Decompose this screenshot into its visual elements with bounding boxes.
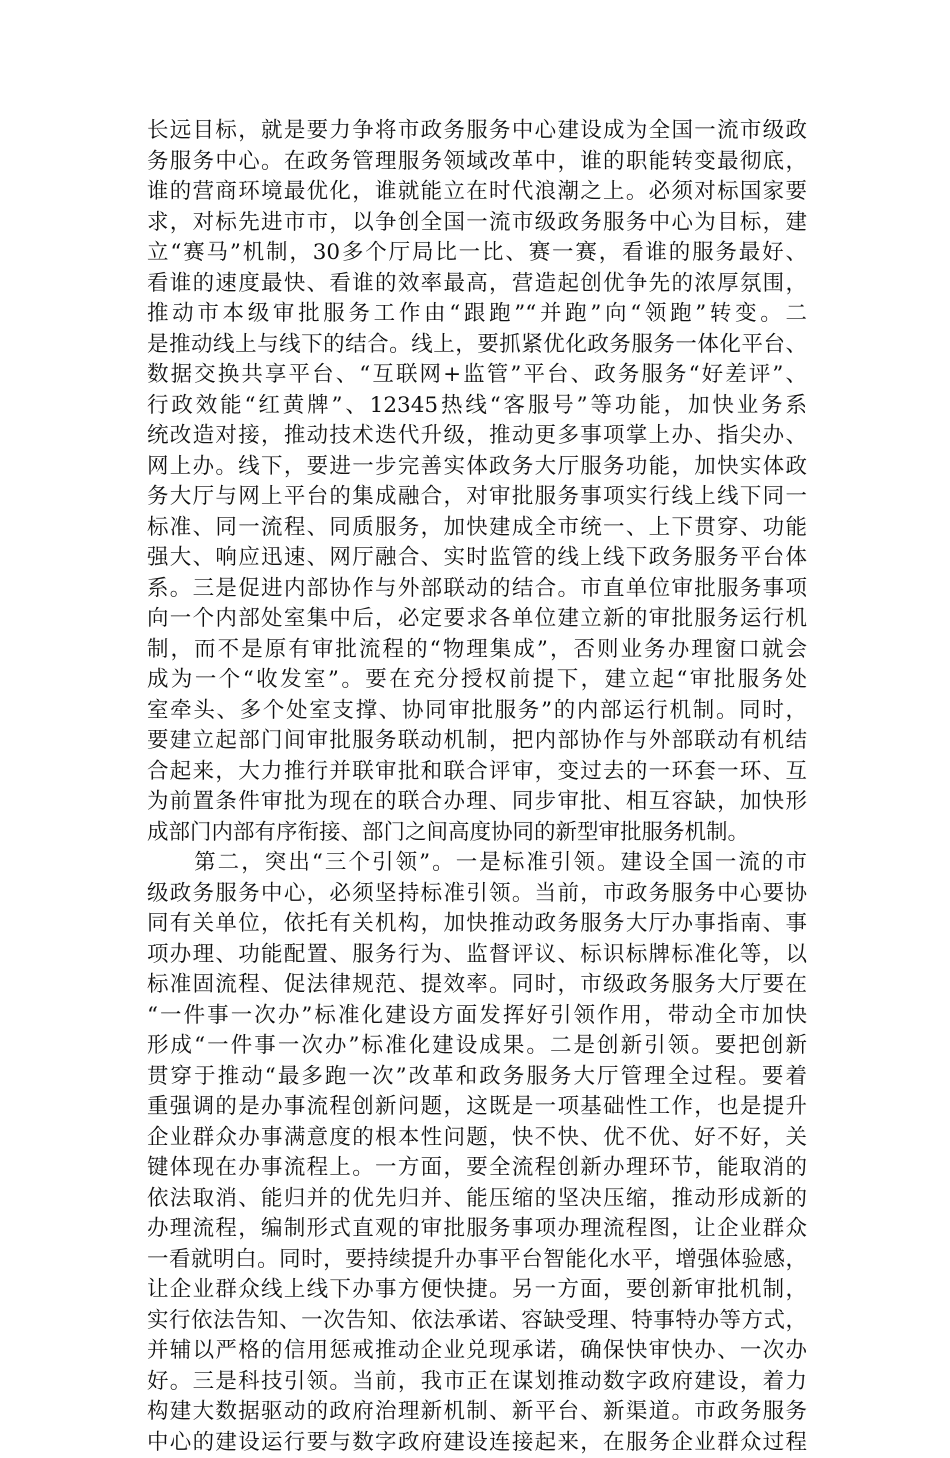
text-line: 系。三是促进内部协作与外部联动的结合。市直单位审批服务事项 — [147, 574, 807, 605]
text-line: 让企业群众线上线下办事方便快捷。另一方面，要创新审批机制， — [147, 1275, 807, 1306]
text-line: 制，而不是原有审批流程的“物理集成”，否则业务办理窗口就会 — [147, 635, 807, 666]
text-line: 实行依法告知、一次告知、依法承诺、容缺受理、特事特办等方式， — [147, 1306, 807, 1337]
text-line: 谁的营商环境最优化，谁就能立在时代浪潮之上。必须对标国家要 — [147, 177, 807, 208]
text-line: 同有关单位，依托有关机构，加快推动政务服务大厅办事指南、事 — [147, 909, 807, 940]
text-line: 企业群众办事满意度的根本性问题，快不快、优不优、好不好，关 — [147, 1123, 807, 1154]
text-line: 为前置条件审批为现在的联合办理、同步审批、相互容缺，加快形 — [147, 787, 807, 818]
text-line: 推动市本级审批服务工作由“跟跑”“并跑”向“领跑”转变。二 — [147, 299, 807, 330]
text-line: 项办理、功能配置、服务行为、监督评议、标识标牌标准化等，以 — [147, 940, 807, 971]
text-line: 强大、响应迅速、网厅融合、实时监管的线上线下政务服务平台体 — [147, 543, 807, 574]
text-line: 室牵头、多个处室支撑、协同审批服务”的内部运行机制。同时， — [147, 696, 807, 727]
text-line: 标准、同一流程、同质服务，加快建成全市统一、上下贯穿、功能 — [147, 513, 807, 544]
document-body-text — [147, 116, 807, 1458]
text-line: 合起来，大力推行并联审批和联合评审，变过去的一环套一环、互 — [147, 757, 807, 788]
text-line: 并辅以严格的信用惩戒推动企业兑现承诺，确保快审快办、一次办 — [147, 1336, 807, 1367]
text-line: 是推动线上与线下的结合。线上，要抓紧优化政务服务一体化平台、 — [147, 330, 807, 361]
text-line: 标准固流程、促法律规范、提效率。同时，市级政务服务大厅要在 — [147, 970, 807, 1001]
text-line: 键体现在办事流程上。一方面，要全流程创新办理环节，能取消的 — [147, 1153, 807, 1184]
text-line: 向一个内部处室集中后，必定要求各单位建立新的审批服务运行机 — [147, 604, 807, 635]
text-line: 要建立起部门间审批服务联动机制，把内部协作与外部联动有机结 — [147, 726, 807, 757]
text-line: 立“赛马”机制，30多个厅局比一比、赛一赛，看谁的服务最好、 — [147, 238, 807, 269]
text-line: 求，对标先进市市，以争创全国一流市级政务服务中心为目标，建 — [147, 208, 807, 239]
text-line: 网上办。线下，要进一步完善实体政务大厅服务功能，加快实体政 — [147, 452, 807, 483]
text-line: 好。三是科技引领。当前，我市正在谋划推动数字政府建设，着力 — [147, 1367, 807, 1398]
text-line: 成为一个“收发室”。要在充分授权前提下，建立起“审批服务处 — [147, 665, 807, 696]
text-line: 一看就明白。同时，要持续提升办事平台智能化水平，增强体验感， — [147, 1245, 807, 1276]
text-line: 形成“一件事一次办”标准化建设成果。二是创新引领。要把创新 — [147, 1031, 807, 1062]
text-line: 中心的建设运行要与数字政府建设连接起来，在服务企业群众过程 — [147, 1428, 807, 1458]
text-line: 长远目标，就是要力争将市政务服务中心建设成为全国一流市级政 — [147, 116, 807, 147]
text-line: 重强调的是办事流程创新问题，这既是一项基础性工作，也是提升 — [147, 1092, 807, 1123]
text-line: 级政务服务中心，必须坚持标准引领。当前，市政务服务中心要协 — [147, 879, 807, 910]
text-line: 办理流程，编制形式直观的审批服务事项办理流程图，让企业群众 — [147, 1214, 807, 1245]
text-line: 成部门内部有序衔接、部门之间高度协同的新型审批服务机制。 — [147, 818, 807, 849]
text-line: “一件事一次办”标准化建设方面发挥好引领作用，带动全市加快 — [147, 1001, 807, 1032]
text-line: 务服务中心。在政务管理服务领域改革中，谁的职能转变最彻底， — [147, 147, 807, 178]
text-line: 数据交换共享平台、“互联网+监管”平台、政务服务“好差评”、 — [147, 360, 807, 391]
text-line: 行政效能“红黄牌”、12345热线“客服号”等功能，加快业务系 — [147, 391, 807, 422]
text-line: 看谁的速度最快、看谁的效率最高，营造起创优争先的浓厚氛围， — [147, 269, 807, 300]
text-line: 构建大数据驱动的政府治理新机制、新平台、新渠道。市政务服务 — [147, 1397, 807, 1428]
text-line: 统改造对接，推动技术迭代升级，推动更多事项掌上办、指尖办、 — [147, 421, 807, 452]
text-line: 依法取消、能归并的优先归并、能压缩的坚决压缩，推动形成新的 — [147, 1184, 807, 1215]
text-line: 贯穿于推动“最多跑一次”改革和政务服务大厅管理全过程。要着 — [147, 1062, 807, 1093]
text-line: 第二，突出“三个引领”。一是标准引领。建设全国一流的市 — [147, 848, 807, 879]
text-line: 务大厅与网上平台的集成融合，对审批服务事项实行线上线下同一 — [147, 482, 807, 513]
